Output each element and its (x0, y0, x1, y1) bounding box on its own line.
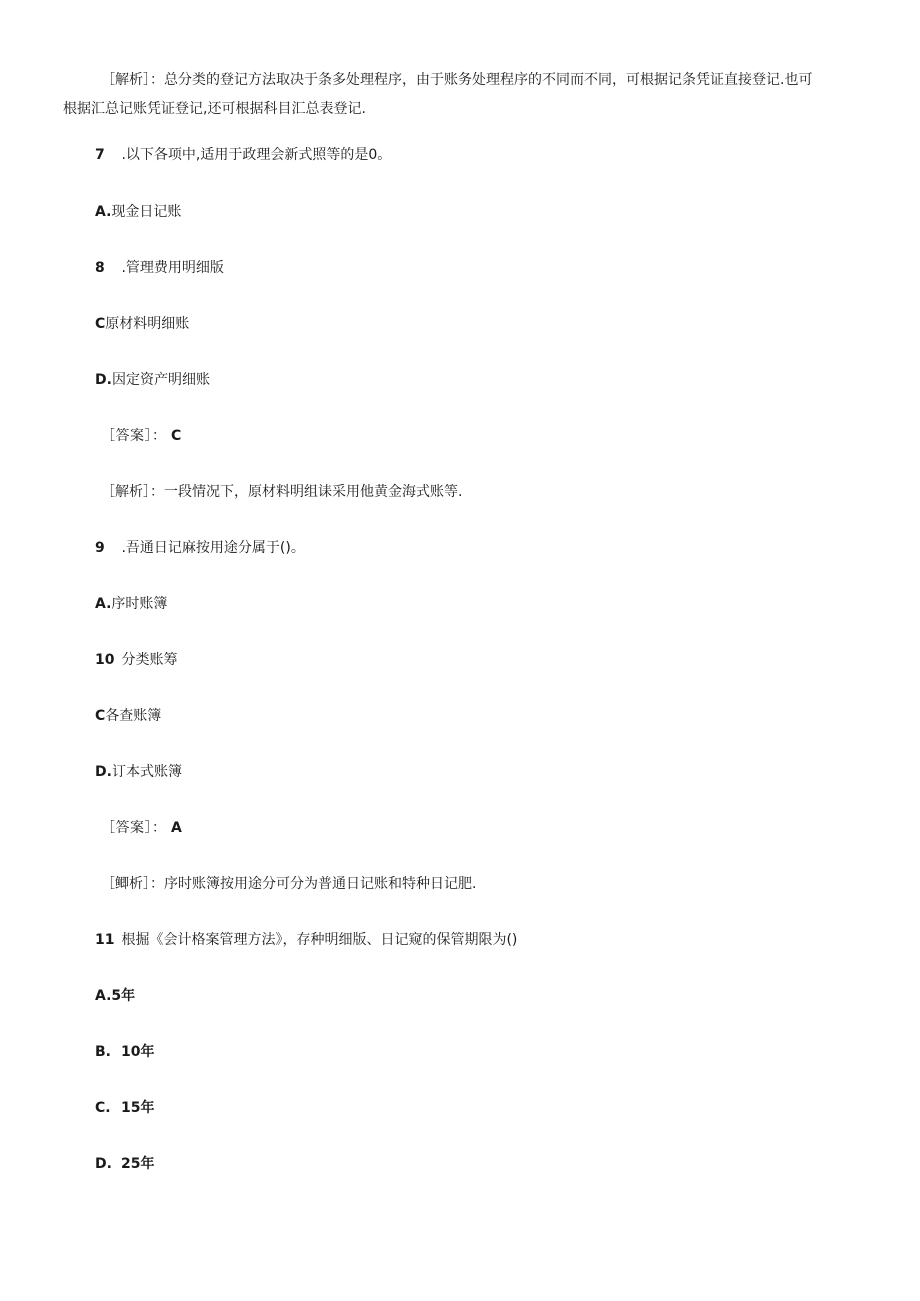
question-7 (95, 145, 391, 165)
option-label: 8 (95, 260, 105, 276)
q9-option-b (95, 650, 177, 670)
q9-option-c (95, 706, 161, 726)
answer-tag: ［答案］： (101, 428, 167, 444)
option-text: 10年 (121, 1044, 155, 1060)
option-label: D. (95, 1156, 112, 1172)
option-label: A. (95, 596, 112, 612)
q9-option-a (95, 594, 167, 614)
option-label: 10 (95, 652, 115, 668)
option-label: D. (95, 372, 112, 388)
q7-analysis: ［解析］：一段情况下，原材料明组诔采用他黄金海式账等. (101, 484, 463, 500)
q11-option-a (95, 986, 135, 1006)
option-text: 25年 (121, 1156, 155, 1172)
option-label: C (95, 316, 106, 332)
q7-option-d (95, 370, 210, 390)
option-label: B. (95, 1044, 111, 1060)
answer-value: A (170, 820, 182, 836)
q11-option-b (95, 1042, 154, 1062)
option-text: 原材料明细账 (105, 316, 190, 332)
analysis-text-line-2: 根据汇总记账凭证登记,还可根据科目汇总表登记. (63, 101, 366, 117)
option-text: 15年 (121, 1100, 155, 1116)
q7-option-c (95, 314, 189, 334)
answer-value: C (170, 428, 182, 444)
option-label: A. (95, 988, 112, 1004)
option-text: 因定资产明细账 (111, 372, 210, 388)
question-9 (95, 538, 305, 558)
question-text: .吾通日记麻按用途分属于()。 (121, 540, 305, 556)
q9-analysis: ［鲫析］：序时账簿按用途分可分为普通日记账和特种日记肥. (101, 876, 477, 892)
q9-option-d (95, 762, 182, 782)
q11-option-c (95, 1098, 154, 1118)
option-text: 5年 (111, 988, 136, 1004)
q9-answer (101, 818, 182, 838)
question-number: 7 (95, 147, 105, 163)
option-text: .管理费用明细版 (121, 260, 224, 276)
answer-tag: ［答案］： (101, 820, 167, 836)
q7-option-a (95, 202, 181, 222)
analysis-text-line-1: ［解析］：总分类的登记方法取决于条多处理程序，由于账务处理程序的不同而不同，可根据记条凭证直接登记.也可 (101, 72, 813, 88)
option-label: C. (95, 1100, 111, 1116)
q7-option-b (95, 258, 224, 278)
question-number: 9 (95, 540, 105, 556)
question-11 (95, 930, 517, 950)
option-text: 序时账簿 (111, 596, 168, 612)
option-text: 订本式账簿 (111, 764, 182, 780)
option-text: 现金日记账 (111, 204, 182, 220)
option-label: A. (95, 204, 112, 220)
option-text: 分类账筹 (121, 652, 178, 668)
question-text: 根掘《会计格案管理方法》，存种明细版、日记窥的保管期限为() (121, 932, 518, 948)
option-label: C (95, 708, 106, 724)
question-text: .以下各项中,适用于政理会新式照等的是0。 (121, 147, 392, 163)
q7-answer (101, 426, 181, 446)
option-label: D. (95, 764, 112, 780)
option-text: 各查账簿 (105, 708, 162, 724)
question-number: 11 (95, 932, 115, 948)
q11-option-d (95, 1154, 154, 1174)
